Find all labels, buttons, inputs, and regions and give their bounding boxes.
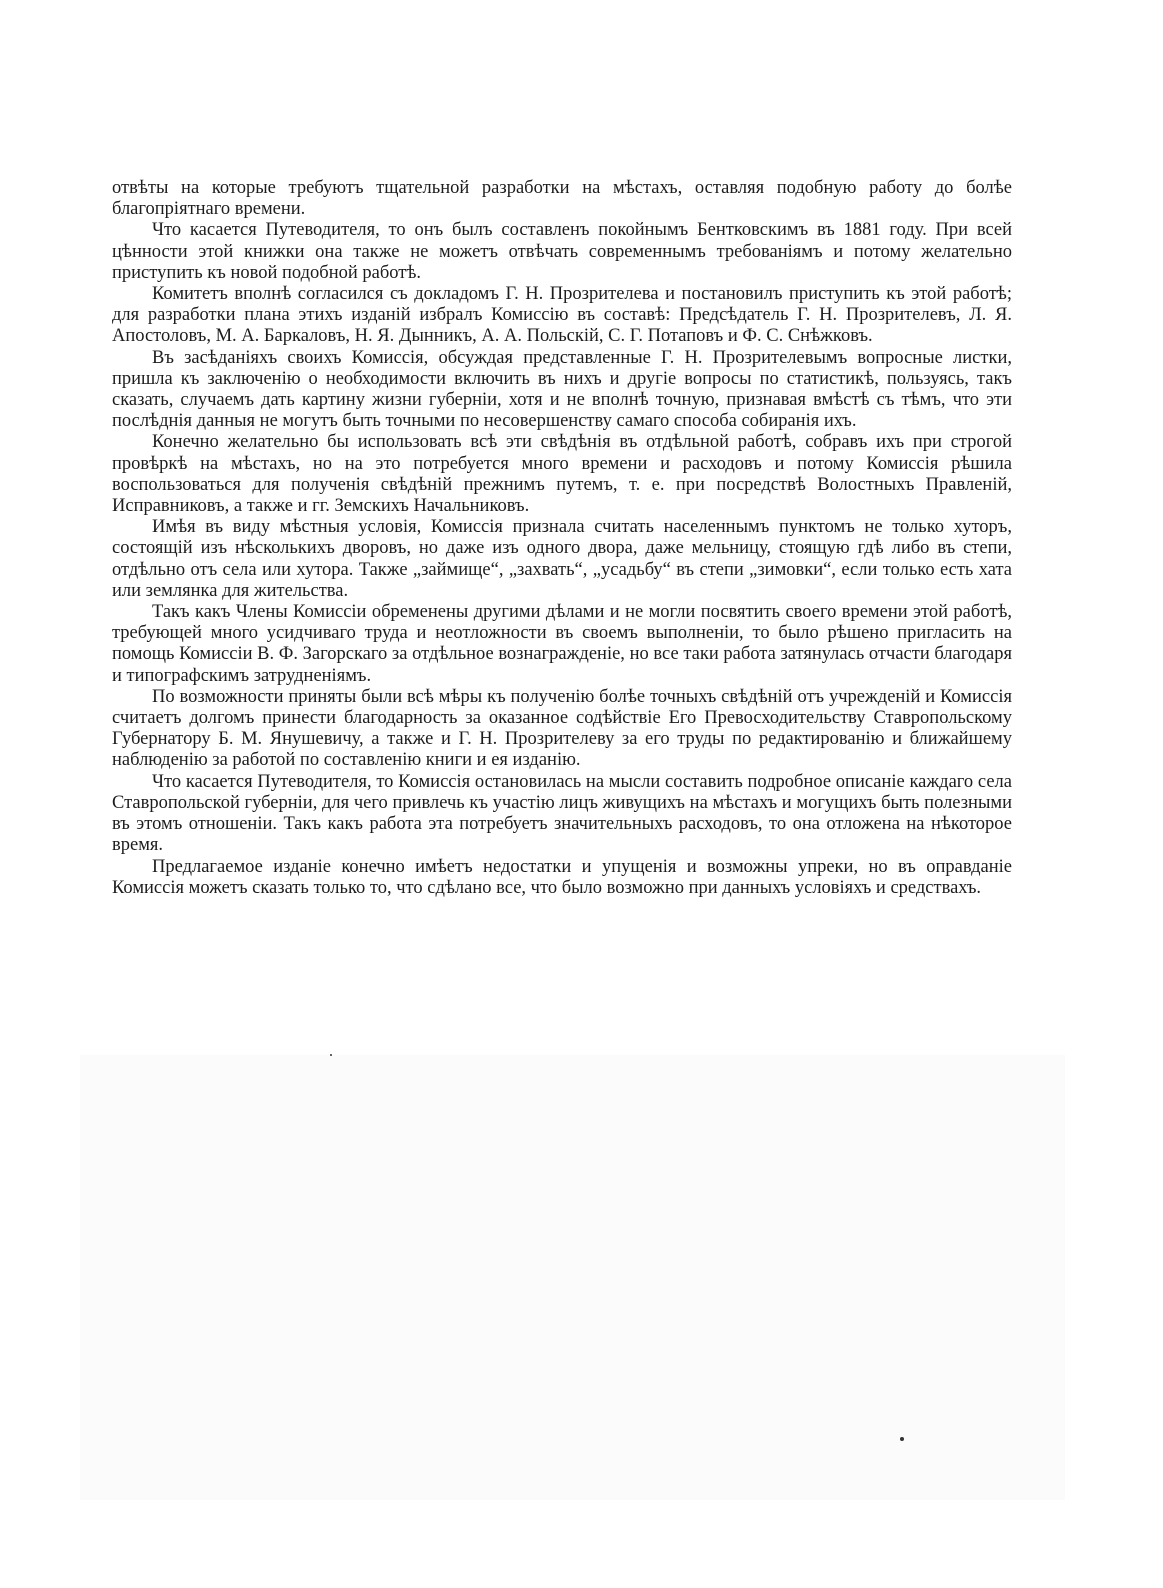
paragraph-8: По возможности приняты были всѣ мѣры къ полученію болѣе точныхъ свѣдѣній отъ учрежденій и Комиссія считаетъ долгомъ принести благодарность за оказанное содѣйствіе Его Превосходительству Ставропольскому Губернатору Б. М. Янушевичу, а также и Г. Н. Прозрителеву за его труды по редактированію и ближайшему наблюденію за работой по составленію книги и ея изданію. <box>112 686 1012 771</box>
paragraph-9: Что касается Путеводителя, то Комиссія остановилась на мысли составить подробное описаніе каждаго села Ставропольской губерніи, для чего привлечь къ участію лицъ живущихъ на мѣстахъ и могущихъ быть полезными въ этомъ отношеніи. Такъ какъ работа эта потребуетъ значительныхъ расходовъ, то она отложена на нѣкоторое время. <box>112 771 1012 856</box>
document-body <box>112 178 1012 899</box>
scan-shading <box>80 1055 1065 1500</box>
ink-speck <box>330 1054 332 1056</box>
paragraph-2: Что касается Путеводителя, то онъ былъ составленъ покойнымъ Бентковскимъ въ 1881 году. При всей цѣнности этой книжки она также не можетъ отвѣчать современнымъ требованіямъ и потому желательно приступить къ новой подобной работѣ. <box>112 220 1012 283</box>
paragraph-7: Такъ какъ Члены Комиссіи обременены другими дѣлами и не могли посвятить своего времени этой работѣ, требующей много усидчиваго труда и неотложности въ своемъ выполненіи, то было рѣшено пригласить на помощь Комиссіи В. Ф. Загорскаго за отдѣльное вознагражденіе, но все таки работа затянулась отчасти благодаря и типографскимъ затрудненіямъ. <box>112 602 1012 686</box>
paragraph-6: Имѣя въ виду мѣстныя условія, Комиссія признала считать населеннымъ пунктомъ не только хуторъ, состоящій изъ нѣсколькихъ дворовъ, но даже изъ одного двора, даже мельницу, стоящую гдѣ либо въ степи, отдѣльно отъ села или хутора. Также „займище“, „захвать“, „усадьбу“ въ степи „зимовки“, если только есть хата или землянка для жительства. <box>112 517 1012 601</box>
paragraph-1: отвѣты на которые требуютъ тщательной разработки на мѣстахъ, оставляя подобную работу до болѣе благопріятнаго времени. <box>112 178 1012 220</box>
paragraph-10: Предлагаемое изданіе конечно имѣетъ недостатки и упущенія и возможны упреки, но въ оправданіе Комиссія можетъ сказать только то, что сдѣлано все, что было возможно при данныхъ условіяхъ и средствахъ. <box>112 856 1012 898</box>
paragraph-5: Конечно желательно бы использовать всѣ эти свѣдѣнія въ отдѣльной работѣ, собравъ ихъ при строгой провѣркѣ на мѣстахъ, но на это потребуется много времени и расходовъ и потому Комиссія рѣшила воспользоваться для полученія свѣдѣній прежнимъ путемъ, т. е. при посредствѣ Волостныхъ Правленій, Исправниковъ, а также и гг. Земскихъ Начальниковъ. <box>112 432 1012 517</box>
paragraph-4: Въ засѣданіяхъ своихъ Комиссія, обсуждая представленные Г. Н. Прозрителевымъ вопросные листки, пришла къ заключенію о необходимости включить въ нихъ и другіе вопросы по статистикѣ, пользуясь, такъ сказать, случаемъ дать картину жизни губерніи, хотя и не вполнѣ точную, признавая вмѣстѣ съ тѣмъ, что эти послѣднія данныя не могутъ быть точными по несовершенству самаго способа собиранія ихъ. <box>112 347 1012 432</box>
paragraph-3: Комитетъ вполнѣ согласился съ докладомъ Г. Н. Прозрителева и постановилъ приступить къ этой работѣ; для разработки плана этихъ изданій избралъ Комиссію въ составѣ: Предсѣдатель Г. Н. Прозрителевъ, Л. Я. Апостоловъ, М. А. Баркаловъ, Н. Я. Дынникъ, А. А. Польскій, С. Г. Потаповъ и Ф. С. Снѣжковъ. <box>112 284 1012 347</box>
ink-speck <box>900 1437 904 1441</box>
